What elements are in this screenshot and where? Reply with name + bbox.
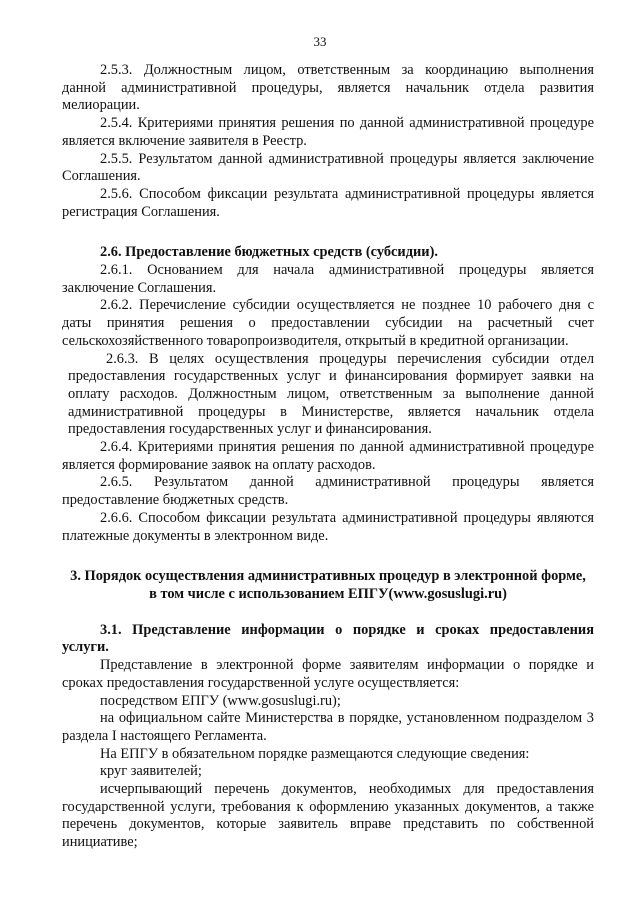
paragraph-2-6-5: 2.6.5. Результатом данной административной процедуры является предоставление бюджетных средств. bbox=[62, 474, 594, 509]
section-3-title: 3. Порядок осуществления административных процедур в электронной форме, в том числе с использованием ЕПГУ(www.gosuslugi.ru) bbox=[70, 568, 586, 602]
paragraph-2-5-3: 2.5.3. Должностным лицом, ответственным за координацию выполнения данной административной процедуры, является начальник отдела развития мелиорации. bbox=[62, 62, 594, 114]
spacer bbox=[62, 604, 594, 622]
page-number: 33 bbox=[313, 34, 327, 49]
paragraph-2-5-4: 2.5.4. Критериями принятия решения по данной административной процедуре является включение заявителя в Реестр. bbox=[62, 115, 594, 149]
spacer bbox=[62, 545, 594, 568]
document-body bbox=[62, 62, 594, 852]
list-item-epgu: посредством ЕПГУ (www.gosuslugi.ru); bbox=[100, 692, 341, 709]
paragraph-2-6-4: 2.6.4. Критериями принятия решения по данной административной процедуре является формирование заявок на оплату расходов. bbox=[62, 439, 594, 473]
paragraph-2-5-6: 2.5.6. Способом фиксации результата административной процедуры является регистрация Соглашения. bbox=[62, 185, 594, 220]
spacer bbox=[62, 221, 594, 244]
paragraph-2-6-2: 2.6.2. Перечисление субсидии осуществляется не позднее 10 рабочего дня с даты принятия решения о предоставлении субсидии на расчетный счет сельскохозяйственного товаропроизводителя, открытый в кредитной организации. bbox=[62, 297, 594, 349]
paragraph-2-6-6: 2.6.6. Способом фиксации результата административной процедуры являются платежные документы в электронном виде. bbox=[62, 509, 594, 544]
list-item-documents: исчерпывающий перечень документов, необходимых для предоставления государственной услуги, требования к оформлению указанных документов, а также перечень документов, которые заявитель вправе представить по собственной инициативе; bbox=[62, 781, 594, 851]
paragraph-epgu-info: На ЕПГУ в обязательном порядке размещаются следующие сведения: bbox=[100, 745, 530, 762]
indented-block bbox=[68, 351, 594, 440]
heading-3-1: 3.1. Представление информации о порядке и сроках предоставления услуги. bbox=[62, 621, 594, 656]
heading-2-6: 2.6. Предоставление бюджетных средств (субсидии). bbox=[100, 244, 438, 261]
paragraph-2-6-1: 2.6.1. Основанием для начала административной процедуры является заключение Соглашения. bbox=[62, 262, 594, 296]
paragraph-2-6-3: 2.6.3. В целях осуществления процедуры перечисления субсидии отдел предоставления государственных услуг и финансирования формирует заявки на оплату расходов. Должностным лицом, ответственным за выполнение данной административной процедуры в Министерстве, является начальник отдела предоставления государственных услуг и финансирования. bbox=[68, 350, 594, 438]
list-item-applicants: круг заявителей; bbox=[100, 763, 202, 780]
list-item-official-site: на официальном сайте Министерства в порядке, установленном подразделом 3 раздела I настоящего Регламента. bbox=[62, 710, 594, 744]
paragraph-2-5-5: 2.5.5. Результатом данной административной процедуры является заключение Соглашения. bbox=[62, 150, 594, 185]
paragraph-3-1-intro: Представление в электронной форме заявителям информации о порядке и сроках предоставления государственной услуге осуществляется: bbox=[62, 657, 594, 691]
